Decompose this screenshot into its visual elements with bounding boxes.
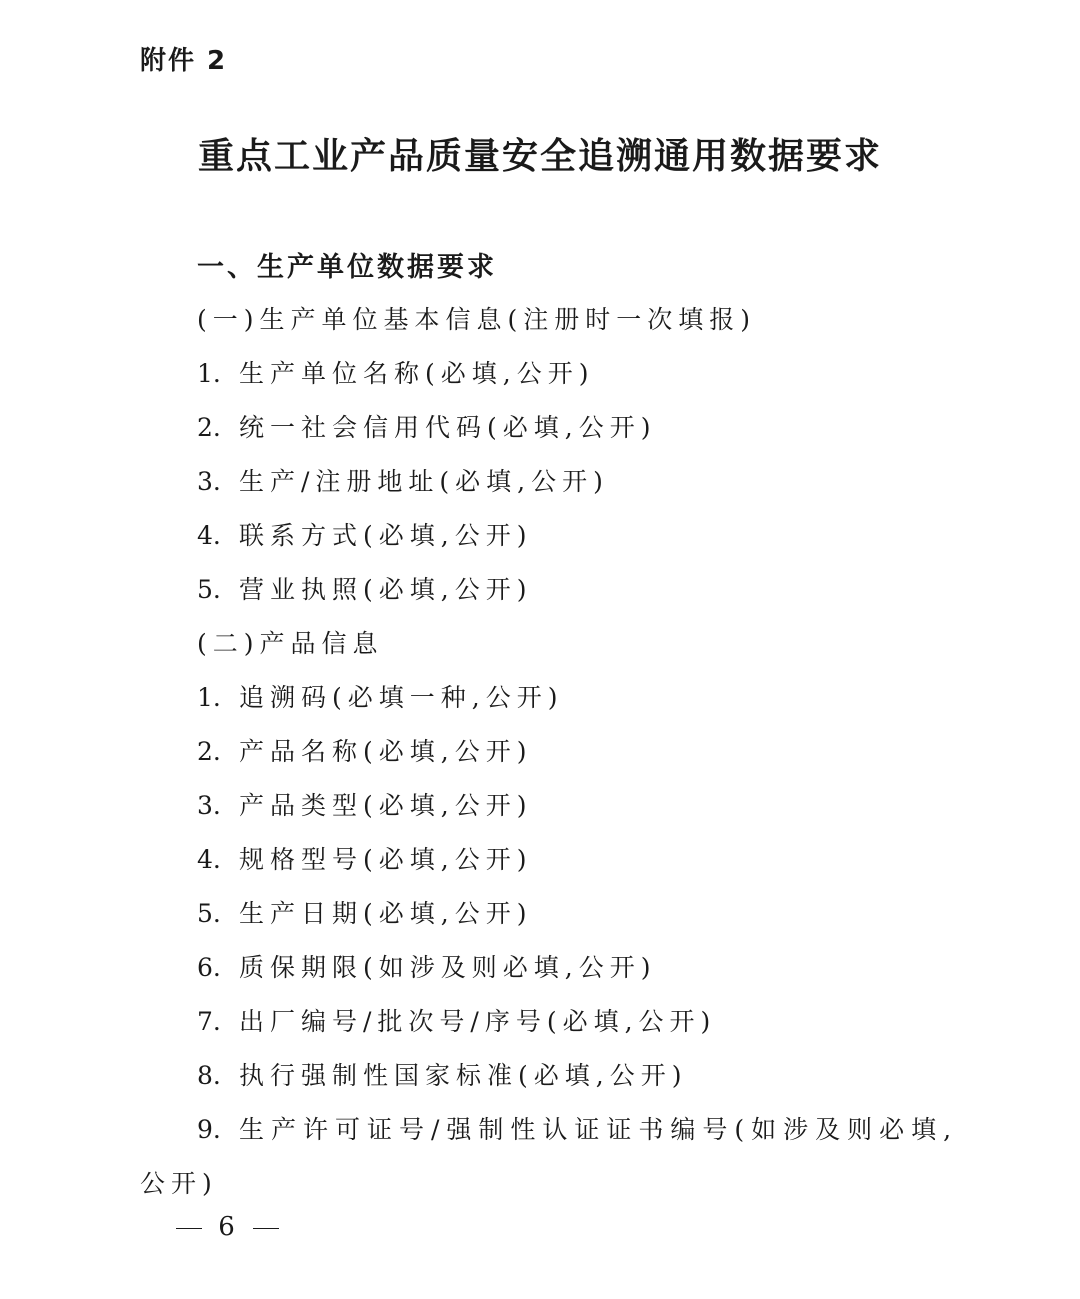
item-number: 3. bbox=[197, 791, 221, 820]
document-title: 重点工业产品质量安全追溯通用数据要求 bbox=[197, 136, 882, 177]
item-text: 出厂编号/批次号/序号(必填,公开) bbox=[239, 1007, 717, 1036]
item-text: 营业执照(必填,公开) bbox=[239, 575, 533, 604]
item-text: 执行强制性国家标准(必填,公开) bbox=[239, 1061, 688, 1090]
item-number: 1. bbox=[197, 359, 221, 388]
list-item bbox=[197, 786, 532, 822]
item-number: 9. bbox=[197, 1115, 221, 1144]
page-number-value: 6 bbox=[218, 1212, 237, 1242]
list-item bbox=[197, 570, 532, 606]
annex-label: 附件 2 bbox=[140, 46, 228, 76]
item-text: 生产许可证号/强制性认证证书编号(如涉及则必填, bbox=[239, 1115, 959, 1144]
list-item bbox=[197, 516, 532, 552]
item-number: 3. bbox=[197, 467, 221, 496]
item-text: 联系方式(必填,公开) bbox=[239, 521, 533, 550]
list-item bbox=[197, 408, 656, 444]
item-text: 统一社会信用代码(必填,公开) bbox=[239, 413, 657, 442]
item-number: 4. bbox=[197, 845, 221, 874]
item-text: 生产单位名称(必填,公开) bbox=[239, 359, 595, 388]
list-item bbox=[197, 462, 609, 498]
item-text: 产品名称(必填,公开) bbox=[239, 737, 533, 766]
list-item bbox=[197, 840, 532, 876]
list-item bbox=[197, 732, 532, 768]
list-item bbox=[197, 1110, 958, 1146]
item-number: 5. bbox=[197, 899, 221, 928]
item-number: 2. bbox=[197, 413, 221, 442]
item-text: 生产日期(必填,公开) bbox=[239, 899, 533, 928]
list-item bbox=[197, 948, 656, 984]
item-text: 生产/注册地址(必填,公开) bbox=[239, 467, 609, 496]
subsection-heading-basic-info: (一)生产单位基本信息(注册时一次填报) bbox=[197, 305, 757, 334]
item-text: 质保期限(如涉及则必填,公开) bbox=[239, 953, 657, 982]
list-item bbox=[197, 678, 563, 714]
dash-right bbox=[253, 1228, 279, 1229]
subsection-heading-product-info: (二)产品信息 bbox=[197, 629, 384, 658]
item-text-continuation: 公开) bbox=[140, 1169, 218, 1198]
section-heading-production-unit: 一、生产单位数据要求 bbox=[197, 252, 497, 283]
dash-left bbox=[176, 1228, 202, 1229]
list-item bbox=[197, 354, 594, 390]
item-number: 4. bbox=[197, 521, 221, 550]
page-number bbox=[170, 1212, 285, 1242]
item-text: 规格型号(必填,公开) bbox=[239, 845, 533, 874]
item-number: 5. bbox=[197, 575, 221, 604]
item-text: 产品类型(必填,公开) bbox=[239, 791, 533, 820]
list-item bbox=[197, 1056, 687, 1092]
item-number: 6. bbox=[197, 953, 221, 982]
item-text: 追溯码(必填一种,公开) bbox=[239, 683, 564, 712]
item-number: 1. bbox=[197, 683, 221, 712]
list-item bbox=[197, 894, 532, 930]
item-number: 7. bbox=[197, 1007, 221, 1036]
list-item bbox=[197, 1002, 716, 1038]
item-number: 8. bbox=[197, 1061, 221, 1090]
item-number: 2. bbox=[197, 737, 221, 766]
